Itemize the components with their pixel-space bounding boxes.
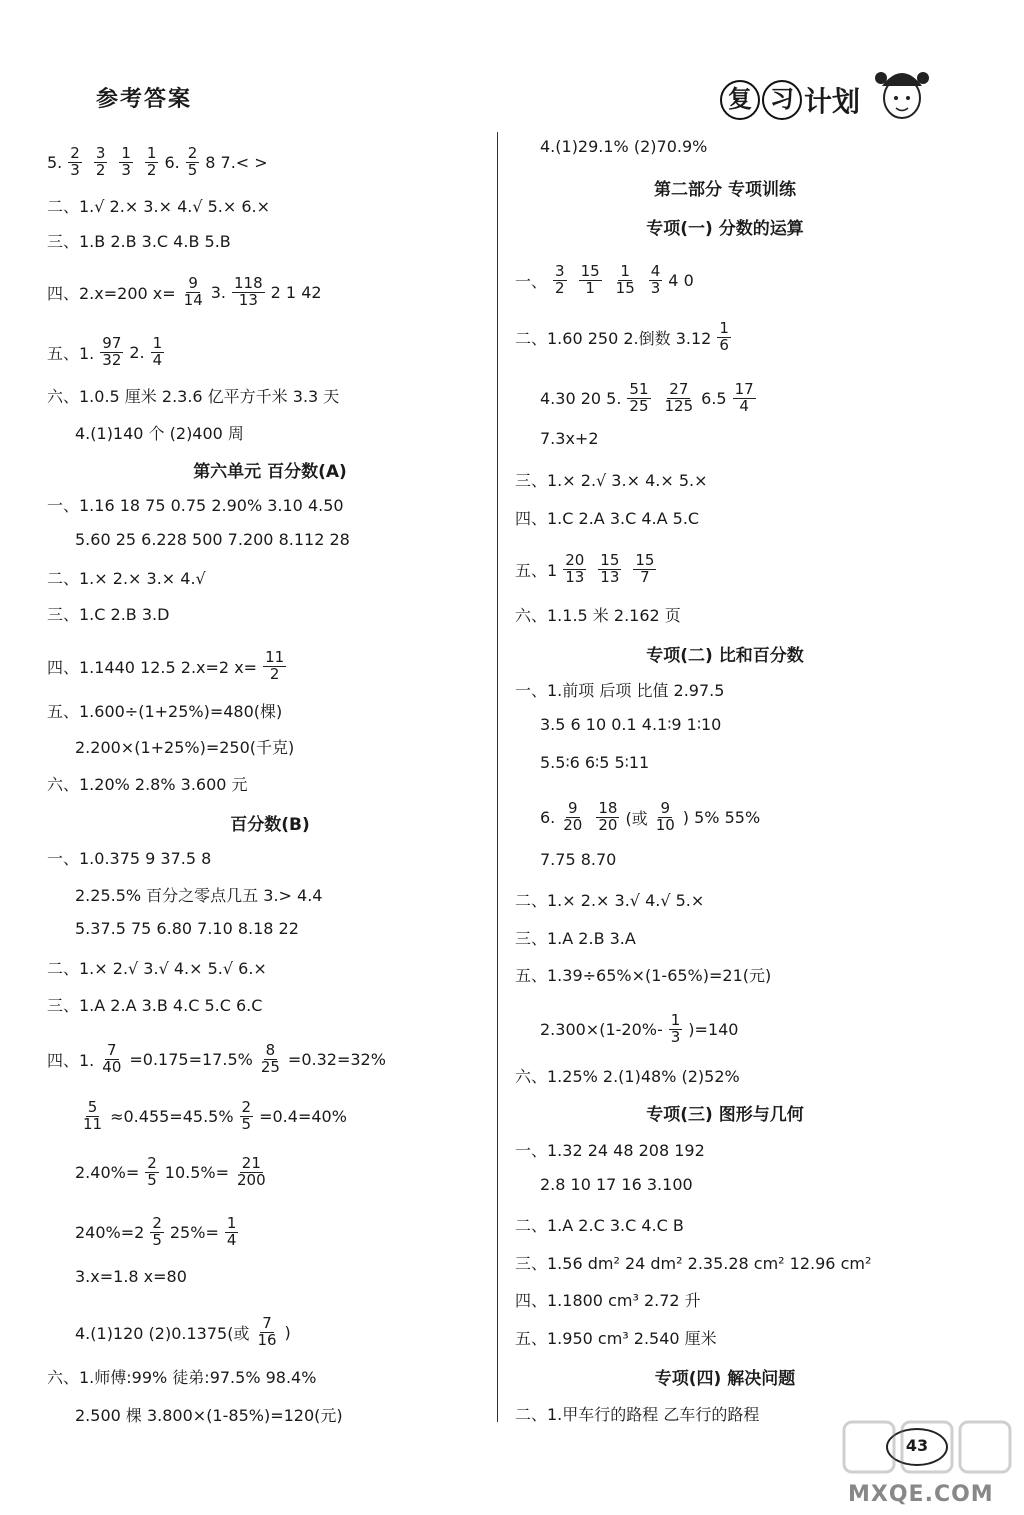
answer-line <box>540 753 649 772</box>
answer-text: 7.75 8.70 <box>540 850 617 869</box>
answer-line <box>47 229 231 252</box>
header-circled-char: 复 <box>720 80 760 120</box>
answer-line <box>515 321 737 354</box>
answer-text: 四、1. <box>47 1050 95 1070</box>
answer-text: 专项(二) 比和百分数 <box>646 646 804 666</box>
fraction-numerator: 21 <box>241 1154 261 1172</box>
answer-text: 三、1.× 2.√ 3.× 4.× 5.× <box>515 471 708 490</box>
answer-text: 2.25.5% 百分之零点几五 3.> 4.4 <box>75 886 323 905</box>
fraction-numerator: 27 <box>669 380 689 398</box>
page-number: 43 <box>886 1428 948 1466</box>
fraction <box>81 1100 104 1133</box>
answer-line <box>540 1013 738 1046</box>
answer-text: 三、1.A 2.B 3.A <box>515 929 636 948</box>
fraction-numerator: 2 <box>187 144 198 162</box>
fraction <box>119 146 133 179</box>
answer-line <box>515 468 708 491</box>
fraction-denominator: 13 <box>600 567 620 586</box>
answer-text: 3.x=1.8 x=80 <box>75 1267 187 1286</box>
answer-line <box>540 1175 693 1194</box>
answer-text: 第六单元 百分数(A) <box>193 462 347 482</box>
answer-text: (或 <box>625 808 648 828</box>
header-title-reference-answers: 参考答案 <box>96 87 193 112</box>
answer-text: 四、1.1440 12.5 2.x=2 x= <box>47 657 258 677</box>
answer-text: 一、 <box>515 271 548 291</box>
answer-text: 2.200×(1+25%)=250(千克) <box>75 738 295 757</box>
answer-text: 五、1.600÷(1+25%)=480(棵) <box>47 702 283 721</box>
answer-line <box>47 602 169 625</box>
fraction-numerator: 8 <box>265 1041 276 1059</box>
answer-line <box>47 384 339 407</box>
fraction <box>94 146 108 179</box>
fraction-denominator: 25 <box>260 1057 280 1076</box>
fraction-denominator: 11 <box>83 1114 103 1133</box>
fraction-denominator: 13 <box>238 290 258 309</box>
answer-text: 四、1.C 2.A 3.C 4.A 5.C <box>515 509 700 528</box>
answer-line <box>47 993 262 1016</box>
fraction-numerator: 4 <box>650 262 661 280</box>
fraction-denominator: 5 <box>147 1170 157 1189</box>
fraction-numerator: 17 <box>734 380 754 398</box>
answer-text: 第二部分 专项训练 <box>654 180 796 200</box>
fraction-denominator: 5 <box>241 1114 252 1133</box>
fraction-numerator: 2 <box>70 144 80 162</box>
answer-text: 240%=2 <box>75 1222 145 1242</box>
answer-line <box>515 678 724 701</box>
answer-text: 四、1.1800 cm³ 2.72 升 <box>515 1291 701 1310</box>
answer-text: 二、1.甲车行的路程 乙车行的路程 <box>515 1405 760 1424</box>
fraction-denominator: 20 <box>563 815 583 834</box>
answer-line <box>47 772 248 795</box>
fraction-denominator: 25 <box>629 396 649 415</box>
fraction <box>240 1100 254 1133</box>
fraction <box>259 1043 282 1076</box>
fraction-numerator: 1 <box>670 1011 681 1029</box>
fraction-numerator: 1 <box>226 1214 237 1232</box>
header-title-review-plan <box>720 80 860 120</box>
answer-text: 二、1.× 2.√ 3.√ 4.× 5.√ 6.× <box>47 959 267 978</box>
answer-text: 二、1.60 250 2.倒数 3.12 <box>515 328 712 348</box>
answer-line <box>515 1138 705 1161</box>
fraction-denominator: 7 <box>640 567 650 586</box>
fraction-denominator: 5 <box>152 1230 162 1249</box>
fraction-numerator: 1 <box>719 319 729 337</box>
answer-text: 2.500 棵 3.800×(1-85%)=120(元) <box>75 1406 343 1425</box>
answer-line <box>515 1288 701 1311</box>
answer-text: ) <box>284 1322 291 1342</box>
fraction-denominator: 2 <box>555 278 565 297</box>
answer-text: 三、1.B 2.B 3.C 4.B 5.B <box>47 232 231 251</box>
answer-text: 一、1.16 18 75 0.75 2.90% 3.10 4.50 <box>47 496 344 515</box>
fraction-denominator: 15 <box>615 278 635 297</box>
answer-text: 专项(四) 解决问题 <box>654 1369 796 1389</box>
fraction-numerator: 1 <box>620 262 630 280</box>
fraction-denominator: 32 <box>102 350 122 369</box>
fraction-denominator: 4 <box>739 396 749 415</box>
answer-line <box>540 429 599 448</box>
answer-text: ) 5% 55% <box>682 807 761 827</box>
fraction <box>235 1156 268 1189</box>
answer-text: 二、1.A 2.C 3.C 4.C B <box>515 1216 684 1235</box>
answer-text: 5. <box>47 152 63 172</box>
fraction <box>225 1216 239 1249</box>
section-heading <box>646 641 803 666</box>
section-heading <box>193 457 347 482</box>
fraction <box>633 553 656 586</box>
answer-line <box>47 493 344 516</box>
answer-text: 专项(三) 图形与几何 <box>646 1105 804 1125</box>
answer-line <box>75 530 350 549</box>
answer-line <box>515 1402 759 1425</box>
answer-line <box>75 919 299 938</box>
answer-text: 五、1. <box>47 343 95 363</box>
answer-line <box>515 506 699 529</box>
answer-line <box>515 1326 717 1349</box>
fraction-numerator: 11 <box>265 648 285 666</box>
answer-line <box>47 1043 386 1076</box>
fraction-denominator: 200 <box>237 1170 266 1189</box>
fraction-numerator: 51 <box>629 380 649 398</box>
answer-line <box>47 194 270 217</box>
answer-text: 百分数(B) <box>230 815 310 835</box>
answer-line <box>47 336 170 369</box>
column-divider <box>497 132 498 1422</box>
answer-line <box>515 1064 740 1087</box>
answer-line <box>47 699 282 722</box>
section-heading <box>230 810 310 835</box>
answer-line <box>75 1316 291 1349</box>
cartoon-girl-icon <box>872 58 932 128</box>
section-heading <box>646 214 803 239</box>
fraction <box>68 146 82 179</box>
answer-text: 2.300×(1-20%- <box>540 1019 663 1039</box>
fraction-numerator: 20 <box>565 551 585 569</box>
answer-line <box>47 276 322 309</box>
fraction <box>627 382 650 415</box>
answer-text: 二、1.√ 2.× 3.× 4.√ 5.× 6.× <box>47 197 271 216</box>
answer-text: 2. <box>129 342 145 362</box>
fraction <box>649 264 663 297</box>
answer-text: 六、1.师傅:99% 徒弟:97.5% 98.4% <box>47 1368 317 1387</box>
answer-text: 三、1.C 2.B 3.D <box>47 605 170 624</box>
fraction-denominator: 3 <box>70 160 80 179</box>
fraction <box>100 336 123 369</box>
fraction-denominator: 13 <box>565 567 585 586</box>
fraction <box>100 1043 123 1076</box>
section-heading <box>646 1100 803 1125</box>
answer-text: 5.37.5 75 6.80 7.10 8.18 22 <box>75 919 299 938</box>
answer-text: 2.40%= <box>75 1162 140 1182</box>
fraction-numerator: 5 <box>87 1098 98 1116</box>
header-circled-char: 习 <box>762 80 802 120</box>
fraction-numerator: 9 <box>188 274 198 292</box>
answer-text: 2 1 42 <box>270 282 322 302</box>
answer-line <box>75 1267 187 1286</box>
answer-text: 二、1.× 2.× 3.× 4.√ <box>47 569 206 588</box>
answer-line <box>75 1156 274 1189</box>
fraction-denominator: 6 <box>719 335 729 354</box>
fraction <box>263 650 286 683</box>
answer-line <box>47 956 267 979</box>
fraction-numerator: 15 <box>635 551 655 569</box>
fraction-numerator: 1 <box>152 334 163 352</box>
fraction <box>186 146 200 179</box>
fraction <box>733 382 756 415</box>
answer-line <box>47 1365 316 1388</box>
fraction-denominator: 14 <box>183 290 203 309</box>
answer-line <box>75 883 322 906</box>
answer-line <box>47 846 211 869</box>
fraction <box>561 801 584 834</box>
answer-text: 专项(一) 分数的运算 <box>646 219 804 239</box>
answer-line <box>75 735 294 758</box>
answer-text: 三、1.A 2.A 3.B 4.C 5.C 6.C <box>47 996 263 1015</box>
fraction-denominator: 3 <box>121 160 131 179</box>
answer-text: =0.4=40% <box>259 1106 347 1126</box>
fraction-denominator: 2 <box>146 160 157 179</box>
fraction <box>579 264 602 297</box>
fraction-numerator: 9 <box>660 799 671 817</box>
answer-text: 6. <box>540 807 556 827</box>
answer-line <box>515 1213 684 1236</box>
answer-line <box>75 421 244 444</box>
fraction-denominator: 10 <box>655 815 675 834</box>
answer-line <box>515 926 636 949</box>
answer-text: 2.8 10 17 16 3.100 <box>540 1175 693 1194</box>
fraction <box>232 276 265 309</box>
section-heading <box>655 1364 795 1389</box>
fraction-denominator: 2 <box>95 160 106 179</box>
fraction-numerator: 2 <box>152 1214 162 1232</box>
answer-text: =0.175=17.5% <box>129 1049 253 1069</box>
answer-text: 六、1.1.5 米 2.162 页 <box>515 606 681 625</box>
answer-text: 四、2.x=200 x= <box>47 283 176 303</box>
fraction-denominator: 20 <box>598 815 618 834</box>
fraction-denominator: 5 <box>187 160 198 179</box>
answer-text: 一、1.前项 后项 比值 2.97.5 <box>515 681 725 700</box>
answer-text: 25%= <box>169 1222 219 1242</box>
fraction-numerator: 97 <box>102 334 122 352</box>
fraction-numerator: 15 <box>600 551 620 569</box>
fraction-numerator: 2 <box>241 1098 252 1116</box>
answer-text: =0.32=32% <box>287 1049 386 1069</box>
answer-line <box>540 801 760 834</box>
answer-text: 4.30 20 5. <box>540 388 622 408</box>
fraction-denominator: 40 <box>102 1057 122 1076</box>
section-heading <box>654 175 796 200</box>
fraction-denominator: 2 <box>269 664 280 683</box>
answer-text: 4.(1)120 (2)0.1375(或 <box>75 1323 250 1343</box>
fraction <box>663 382 696 415</box>
fraction-numerator: 7 <box>107 1041 117 1059</box>
answer-text: 4.(1)140 个 (2)400 周 <box>75 424 244 443</box>
answer-line <box>515 553 662 586</box>
answer-text: 3.5 6 10 0.1 4.1∶9 1∶10 <box>540 715 722 734</box>
fraction <box>596 801 619 834</box>
fraction-denominator: 125 <box>664 396 694 415</box>
fraction <box>717 321 731 354</box>
answer-text: 7.3x+2 <box>540 429 599 448</box>
answer-line <box>540 382 762 415</box>
answer-text: 二、1.× 2.× 3.√ 4.√ 5.× <box>515 891 705 910</box>
answer-text: 4.(1)29.1% (2)70.9% <box>540 137 708 156</box>
answer-text: 5.60 25 6.228 500 7.200 8.112 28 <box>75 530 350 549</box>
answer-text: 一、1.32 24 48 208 192 <box>515 1141 705 1160</box>
answer-text: 4 0 <box>668 270 694 290</box>
fraction-numerator: 1 <box>146 144 157 162</box>
answer-line <box>515 888 704 911</box>
answer-line <box>47 566 206 589</box>
fraction-numerator: 1 <box>121 144 131 162</box>
fraction <box>150 1216 164 1249</box>
fraction <box>255 1316 278 1349</box>
answer-line <box>540 850 616 869</box>
fraction <box>563 553 586 586</box>
fraction-numerator: 18 <box>598 799 618 817</box>
answer-line <box>75 1403 343 1426</box>
fraction <box>614 264 637 297</box>
answer-text: 3. <box>210 282 227 302</box>
answer-line <box>515 963 771 986</box>
answer-line <box>540 715 721 734</box>
answer-text: 一、1.0.375 9 37.5 8 <box>47 849 212 868</box>
answer-text: 六、1.25% 2.(1)48% (2)52% <box>515 1067 740 1086</box>
fraction-numerator: 15 <box>580 262 600 280</box>
fraction <box>553 264 567 297</box>
answer-text: )=140 <box>688 1019 739 1039</box>
answer-text: 10.5%= <box>164 1162 230 1182</box>
answer-line <box>515 603 681 626</box>
fraction <box>182 276 205 309</box>
answer-line <box>75 1100 347 1133</box>
fraction-numerator: 3 <box>95 144 106 162</box>
fraction-numerator: 7 <box>262 1314 272 1332</box>
answer-line <box>75 1216 244 1249</box>
answer-line <box>47 650 292 683</box>
answer-text: 六、1.20% 2.8% 3.600 元 <box>47 775 248 794</box>
answer-line <box>515 264 694 297</box>
answer-text: 六、1.0.5 厘米 2.3.6 亿平方千米 3.3 天 <box>47 387 340 406</box>
fraction <box>145 1156 159 1189</box>
answer-text: 8 7.< > <box>205 152 268 172</box>
fraction-denominator: 16 <box>257 1330 277 1349</box>
answer-text: 五、1.39÷65%×(1-65%)=21(元) <box>515 966 772 985</box>
answer-line <box>515 1251 871 1274</box>
fraction-denominator: 4 <box>226 1230 237 1249</box>
answer-text: 三、1.56 dm² 24 dm² 2.35.28 cm² 12.96 cm² <box>515 1254 872 1273</box>
answer-text: 6. <box>164 152 180 172</box>
fraction-denominator: 3 <box>670 1027 681 1046</box>
watermark-text: MXQE.COM <box>848 1482 994 1507</box>
fraction <box>669 1013 683 1046</box>
fraction-denominator: 4 <box>152 350 163 369</box>
fraction <box>654 801 677 834</box>
answer-text: 五、1 <box>515 560 558 580</box>
answer-text: 5.5∶6 6∶5 5∶11 <box>540 753 650 772</box>
fraction-denominator: 3 <box>650 278 661 297</box>
fraction-denominator: 1 <box>585 278 595 297</box>
header-title-rest: 计划 <box>804 85 861 118</box>
fraction-numerator: 9 <box>568 799 578 817</box>
answer-line <box>540 137 707 156</box>
answer-text: 五、1.950 cm³ 2.540 厘米 <box>515 1329 717 1348</box>
fraction <box>598 553 621 586</box>
fraction <box>151 336 165 369</box>
fraction <box>145 146 159 179</box>
fraction-numerator: 2 <box>147 1154 157 1172</box>
answer-text: 6.5 <box>701 388 727 408</box>
fraction-numerator: 3 <box>555 262 565 280</box>
fraction-numerator: 118 <box>234 274 263 292</box>
answer-text: ≈0.455=45.5% <box>110 1106 234 1126</box>
answer-line <box>47 146 268 179</box>
